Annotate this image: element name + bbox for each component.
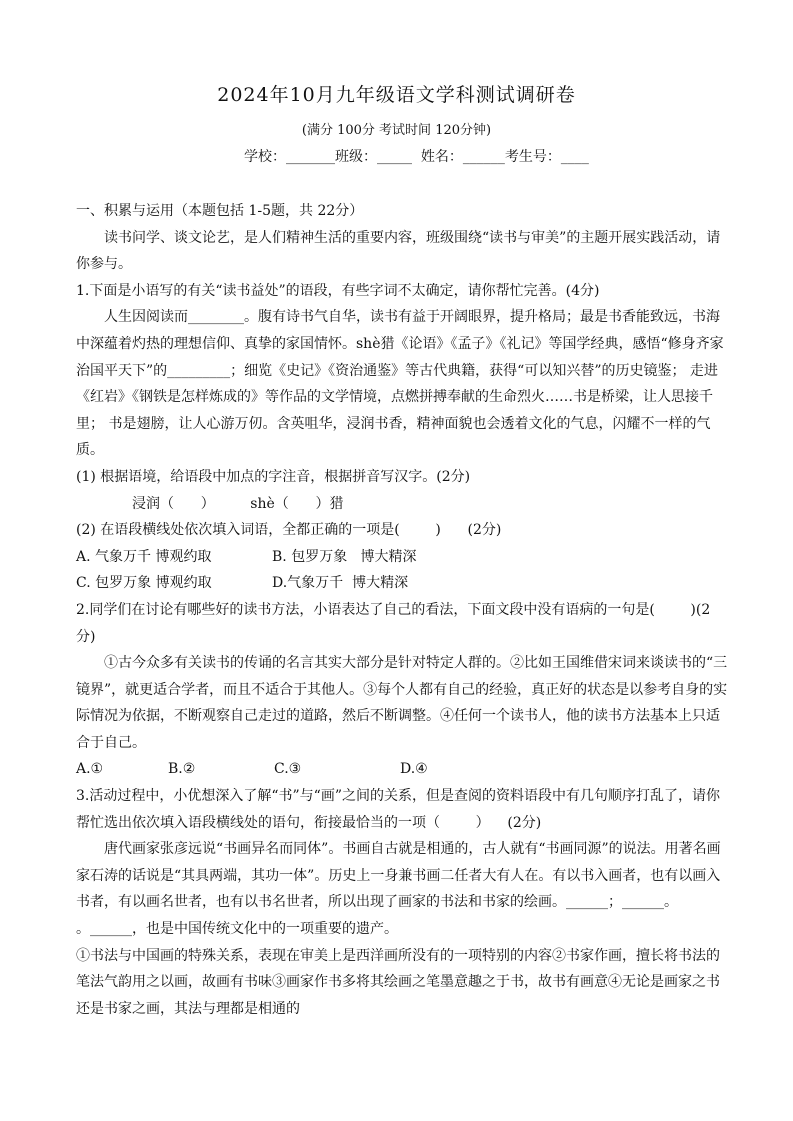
option-d: D.气象万千 博大精深 xyxy=(272,575,409,592)
option-a: A.① xyxy=(76,761,104,778)
option-b: B. 包罗万象 博大精深 xyxy=(272,548,417,565)
question-2-options xyxy=(76,756,728,783)
student-info-line: 学校：_______班级：_____ 姓名：______考生号：____ xyxy=(244,149,589,165)
exam-title: 2024年10月九年级语文学科测试调研卷 xyxy=(217,84,576,106)
question-1-options-row-1 xyxy=(76,544,728,571)
question-1-sub1: (1) 根据语境，给语段中加点的字注音，根据拼音写汉字。(2分) xyxy=(76,468,471,485)
option-c: C.③ xyxy=(274,761,302,778)
question-3-sentences: ①书法与中国画的特殊关系，表现在审美上是西洋画所没有的一项特别的内容②书家作画，擅长将书法的笔法气韵用之以画，故画有书味③画家作书多将其绘画之笔墨意趣之于书，故书有画意④无论是画家之书还是书家之画，其法与理都是相通的 xyxy=(76,947,720,1017)
option-b: B.② xyxy=(168,761,196,778)
question-3-passage: 唐代画家张彦远说“书画异名而同体”。书画自古就是相通的，古人就有“书画同源”的说法。用著名画家石涛的话说是“其具两端，其功一体”。历史上一身兼书画二任者大有人在。有以书入画者，也有以画入书者，有以画名世者，也有以书名世者，所以出现了画家的书法和书家的绘画。______；______。 xyxy=(76,841,721,911)
question-1-sub1-answer: 浸润（ ） shè（ ）猎 xyxy=(132,495,344,512)
question-3-stem: 3.活动过程中，小优想深入了解“书”与“画”之间的关系，但是查阅的资料语段中有几句顺序打乱了，请你帮忙选出依次填入语段横线处的语句，衔接最恰当的一项（ ） (2分) xyxy=(76,788,720,831)
section-intro: 读书问学、谈文论艺，是人们精神生活的重要内容，班级围绕“读书与审美”的主题开展实践活动，请你参与。 xyxy=(76,229,721,273)
question-1-passage: 人生因阅读而________。腹有诗书气自华，读书有益于开阔眼界，提升格局；最是书香能致远，书海中深蕴着灼热的理想信仰、真挚的家国情怀。shè猎《论语》《孟子》《礼记》等国学经典，感悟“修身齐家治国平天下”的_________；细览《史记》《资治通鉴》等古代典籍，获得“可以知兴替”的历史镜鉴； 走进《红岩》《钢铁是怎样炼成的》等作品的文学情境，点燃拼搏奉献的生命烈火……书是桥梁，让人思接千里； 书是翅膀，让人心游万仞。含英咀华，浸润书香，精神面貌也会透着文化的气息，闪耀不一样的气质。 xyxy=(76,309,724,459)
question-3-passage-continued: 。______，也是中国传统文化中的一项重要的遗产。 xyxy=(76,921,398,938)
question-1-options-row-2 xyxy=(76,570,728,597)
section-heading: 一、积累与运用（本题包括 1-5题，共 22分） xyxy=(76,203,364,219)
question-2-passage: ①古今众多有关读书的传诵的名言其实大部分是针对特定人群的。②比如王国维借宋词来谈读书的“三镜界”，就更适合学者，而且不适合于其他人。③每个人都有自己的经验，真正好的状态是以参考自身的实际情况为依据，不断观察自己走过的道路，然后不断调整。④任何一个读书人，他的读书方法基本上只适合于自己。 xyxy=(76,655,728,751)
option-c: C. 包罗万象 博观约取 xyxy=(76,575,212,592)
question-1-stem: 1.下面是小语写的有关“读书益处”的语段，有些字词不太确定，请你帮忙完善。(4分) xyxy=(76,282,600,299)
question-2-stem: 2.同学们在讨论有哪些好的读书方法，小语表达了自己的看法，下面文段中没有语病的一句是( )(2分) xyxy=(76,601,711,645)
question-1-sub2: (2) 在语段横线处依次填入词语，全都正确的一项是( ) (2分) xyxy=(76,522,502,539)
option-a: A. 气象万千 博观约取 xyxy=(76,548,212,565)
exam-content xyxy=(76,198,728,1022)
exam-subtitle: (满分 100分 考试时间 120分钟) xyxy=(301,123,492,138)
option-d: D.④ xyxy=(400,761,428,778)
